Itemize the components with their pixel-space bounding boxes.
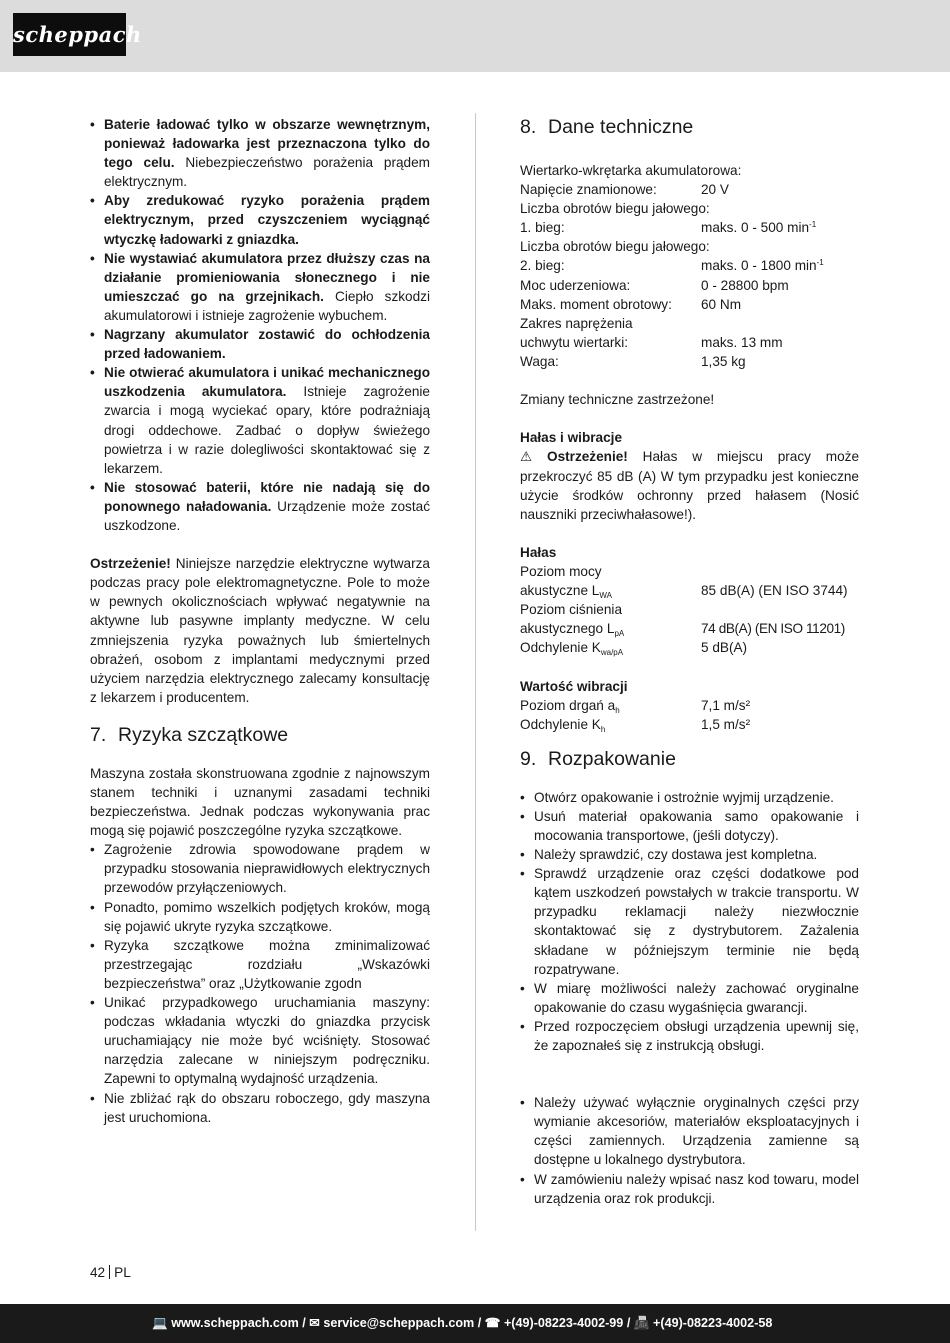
list-item: • W zamówieniu należy wpisać nasz kod towaru, model urządzenia oraz rok produkcji. xyxy=(520,1170,859,1208)
table-row: akustycznego $L_{pA}$ 74 dB(A) (EN ISO 11201) xyxy=(520,621,845,639)
unpacking-list xyxy=(520,788,859,1055)
fax-number: +(49)-08223-4002-58 xyxy=(653,1316,773,1330)
emf-warning: Ostrzeżenie! Niniejsze narzędzie elektryczne wytwarza podczas pracy pole elektromagnetyczne. Pole to może w pewnych okolicznościach wpływać negatywnie na aktywne lub pasywne implanty medyczne. W celu zmniejszenia ryzyka poważnych lub śmiertelnych obrażeń, osobom z implantami medycznymi przed użyciem narzędzia elektrycznego zalecamy konsultację z lekarzem i producentem. xyxy=(90,556,430,705)
list-item: • Ryzyka szczątkowe można zminimalizować przestrzegając rozdziału „Wskazówki bezpieczeństwa” oraz „Użytkowanie zgodn xyxy=(90,936,430,993)
noise-warning: ⚠ Ostrzeżenie! Hałas w miejscu pracy może przekroczyć 85 dB (A) W tym przypadku jest konieczne użycie środków ochronny przed hałasem (Nosić nauszniki przeciwhałasowe!). xyxy=(520,449,860,522)
table-row: Maks. moment obrotowy: 60 Nm xyxy=(520,296,742,312)
footer-bar: 💻 www.scheppach.com / ✉ service@scheppach.com / ☎ +(49)-08223-4002-99 / 📠 +(49)-08223-4002-58 xyxy=(0,1304,950,1343)
list-item: • Unikać przypadkowego uruchamiania maszyny: podczas wkładania wtyczki do gniazdka przycisk uruchamiający nie może być wciśnięty. Stosować narzędzia zalecane w niniejszym podręczniku. Zapewni to optymalną wydajność urządzenia. xyxy=(90,993,430,1088)
table-row: Poziom drgań $a_h$ 7,1 m/s² xyxy=(520,697,751,715)
noise-vibration-heading: Hałas i wibracje xyxy=(520,430,623,446)
mail-icon: ✉ xyxy=(309,1316,320,1330)
list-item: • Przed rozpoczęciem obsługi urządzenia upewnij się, że zapoznałeś się z instrukcją obsługi. xyxy=(520,1017,859,1055)
column-divider xyxy=(475,113,476,1231)
vibration-heading: Wartość wibracji xyxy=(520,678,628,694)
vibration-table xyxy=(520,696,859,734)
fax-icon: 📠 xyxy=(633,1316,650,1330)
table-row: Zakres naprężenia xyxy=(520,315,633,331)
header-bar xyxy=(0,0,950,72)
list-item: • Usuń materiał opakowania samo opakowanie i mocowania transportowe, (jeśli dotyczy). xyxy=(520,807,859,845)
list-item: • Należy sprawdzić, czy dostawa jest kompletna. xyxy=(520,845,859,864)
noise-heading: Hałas xyxy=(520,544,557,560)
list-item: • Nie wystawiać akumulatora przez dłuższy czas na działanie promieniowania słonecznego i nie umieszczać go na grzejnikach. Ciepło szkodzi akumulatorowi i istnieje zagrożenie wybuchem. xyxy=(90,249,430,325)
battery-safety-list xyxy=(90,115,430,535)
list-item: • W miarę możliwości należy zachować oryginalne opakowanie do czasu wygaśnięcia gwarancji. xyxy=(520,979,859,1017)
table-row: Odchylenie $K_{wa/pA}$ 5 dB(A) xyxy=(520,640,748,658)
list-item: • Nie stosować baterii, które nie nadają się do ponownego naładowania. Urządzenie może zostać uszkodzone. xyxy=(90,478,430,535)
list-item: • Ponadto, pomimo wszelkich podjętych kroków, mogą się pojawić ukryte ryzyka szczątkowe. xyxy=(90,898,430,936)
phone-icon: ☎ xyxy=(484,1316,501,1330)
website-link[interactable]: www.scheppach.com xyxy=(171,1316,299,1330)
list-item: • Otwórz opakowanie i ostrożnie wyjmij urządzenie. xyxy=(520,788,859,807)
warning-icon: ⚠ xyxy=(520,449,533,465)
section-8-heading: 8. Dane techniczne xyxy=(520,116,694,138)
table-row: Liczba obrotów biegu jałowego: xyxy=(520,239,710,255)
table-row: Poziom mocy xyxy=(520,563,602,579)
tech-changes-note: Zmiany techniczne zastrzeżone! xyxy=(520,392,715,408)
table-row: Napięcie znamionowe: 20 V xyxy=(520,182,729,198)
email-link[interactable]: service@scheppach.com xyxy=(323,1316,475,1330)
table-row: Moc uderzeniowa: 0 - 28800 bpm xyxy=(520,277,789,293)
right-column xyxy=(520,115,859,1208)
list-item: • Nie zbliżać rąk do obszaru roboczego, gdy maszyna jest uruchomiona. xyxy=(90,1089,430,1127)
phone-number: +(49)-08223-4002-99 xyxy=(503,1316,624,1330)
computer-icon: 💻 xyxy=(152,1316,168,1330)
section-7-intro: Maszyna została skonstruowana zgodnie z najnowszym stanem techniki i uznanymi zasadami techniki bezpieczeństwa. Jednak podczas wykonywania prac mogą się pojawić poszczególne ryzyka szczątkowe. xyxy=(90,765,430,839)
page-number: 42 PL xyxy=(90,1265,131,1280)
section-7-heading: 7. Ryzyka szczątkowe xyxy=(90,723,289,746)
list-item: • Należy używać wyłącznie oryginalnych części przy wymianie akcesoriów, materiałów eksploatacyjnych i części zamiennych. Urządzenia zamienne są dostępne u lokalnego dystrybutora. xyxy=(520,1093,859,1169)
left-column xyxy=(90,115,430,1127)
section-9-heading: 9. Rozpakowanie xyxy=(520,747,676,770)
list-item: • Baterie ładować tylko w obszarze wewnętrznym, ponieważ ładowarka jest przeznaczona tylko do tego celu. Niebezpieczeństwo porażenia prądem elektrycznym. xyxy=(90,115,430,191)
table-row: 1. bieg: maks. 0 - 500 $\min^{-1}$ xyxy=(520,220,817,236)
table-row: Wiertarko-wkrętarka akumulatorowa: xyxy=(520,163,742,178)
table-row: 2. bieg: maks. 0 - 1800 $\min^{-1}$ xyxy=(520,258,824,274)
spare-parts-list xyxy=(520,1093,859,1208)
list-item: • Nagrzany akumulator zostawić do ochłodzenia przed ładowaniem. xyxy=(90,325,430,363)
list-item: • Sprawdź urządzenie oraz części dodatkowe pod kątem uszkodzeń powstałych w trakcie transportu. W przypadku reklamacji należy niezwłocznie skontaktować się z dystrybutorem. Zażalenia składane w późniejszym terminie nie będą rozpatrywane. xyxy=(520,864,859,979)
tech-data-table xyxy=(520,161,859,371)
residual-risks-list xyxy=(90,840,430,1126)
list-item: • Aby zredukować ryzyko porażenia prądem elektrycznym, przed czyszczeniem wyciągnąć wtyczkę ładowarki z gniazdka. xyxy=(90,191,430,248)
table-row: Odchylenie $K_h$ 1,5 m/s² xyxy=(520,716,751,734)
noise-table xyxy=(520,562,859,657)
list-item: • Nie otwierać akumulatora i unikać mechanicznego uszkodzenia akumulatora. Istnieje zagrożenie zwarcia i mogą wyciekać opary, które podrażniają drogi oddechowe. Zadbać o dopływ świeżego powietrza i w razie dolegliwości skontaktować się z lekarzem. xyxy=(90,363,430,478)
table-row: akustyczne $L_{WA}$ 85 dB(A) (EN ISO 3744) xyxy=(520,583,848,601)
list-item: • Zagrożenie zdrowia spowodowane prądem w przypadku stosowania nieprawidłowych elektrycznych przewodów przyłączeniowych. xyxy=(90,840,430,897)
table-row: Waga: 1,35 kg xyxy=(520,353,746,369)
table-row: Poziom ciśnienia xyxy=(520,602,622,618)
table-row: uchwytu wiertarki: maks. 13 mm xyxy=(520,334,783,350)
brand-logo: scheppach xyxy=(13,13,126,56)
table-row: Liczba obrotów biegu jałowego: xyxy=(520,201,710,217)
